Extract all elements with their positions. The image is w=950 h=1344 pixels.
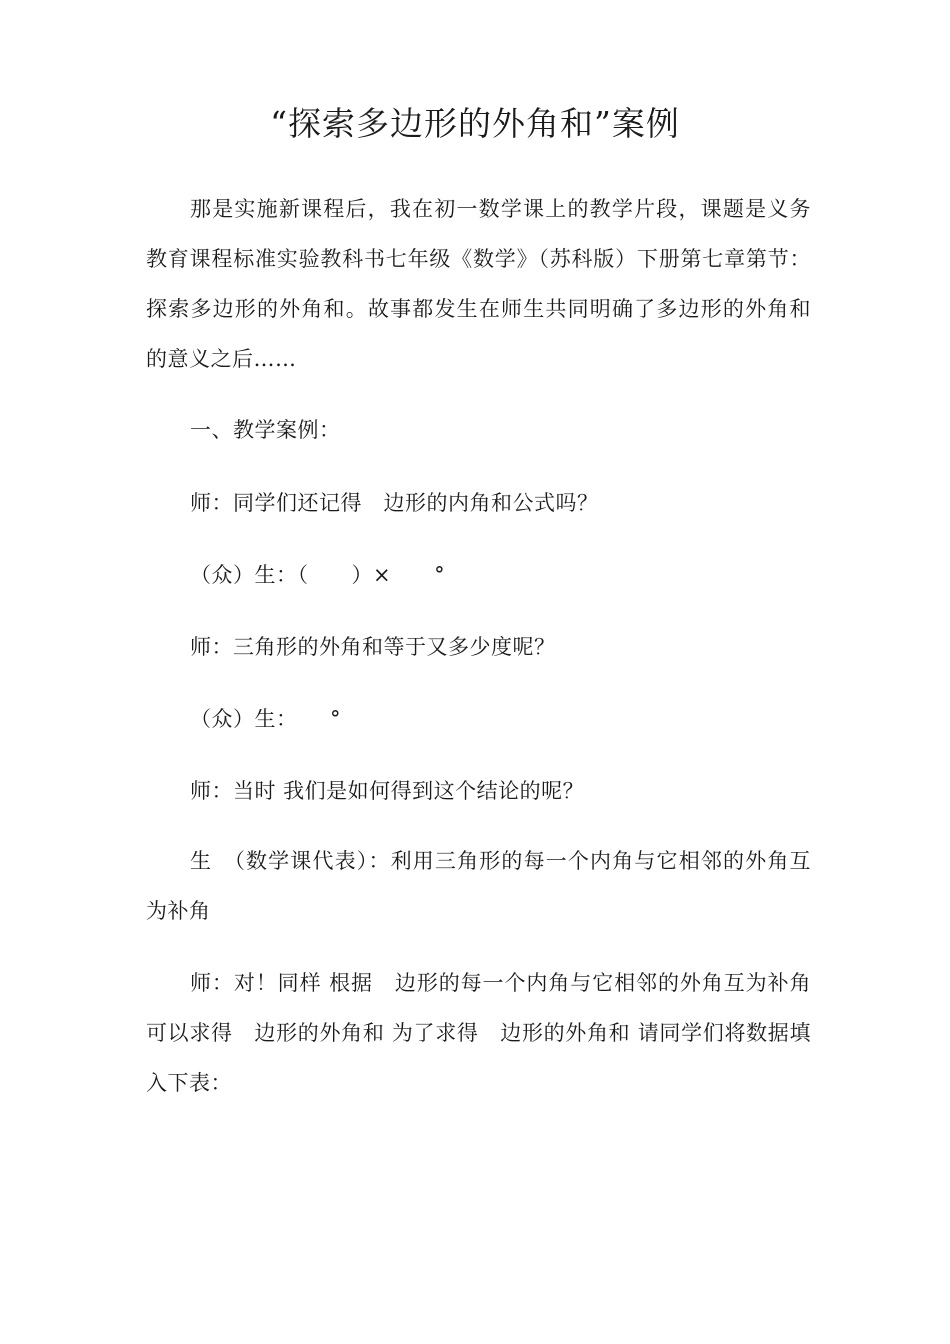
section-heading: 一、教学案例： [190,418,341,442]
dialogue-line-2: （众）生：（ ）× ° [190,563,446,587]
dialogue-line-5: 师：当时 我们是如何得到这个结论的呢？ [190,779,585,803]
dialogue-line-3: 师：三角形的外角和等于又多少度呢？ [190,635,556,659]
student-answer-paragraph: 生 （数学课代表）：利用三角形的每一个内角与它相邻的外角互为补角 [146,849,811,923]
teacher-closing-paragraph: 师：对！同样 根据 边形的每一个内角与它相邻的外角互为补角 可以求得 边形的外角和 为了求得 边形的外角和 请同学们将数据填入下表： [146,971,811,1095]
dialogue-line-4: （众）生： ° [190,707,341,731]
intro-paragraph: 那是实施新课程后，我在初一数学课上的教学片段，课题是义务教育课程标准实验教科书七年级《数学》（苏科版）下册第七章第节：探索多边形的外角和。故事都发生在师生共同明确了多边形的外角和的意义之后…… [146,197,811,371]
document-title: “探索多边形的外角和”案例 [270,104,680,143]
dialogue-line-1: 师：同学们还记得 边形的内角和公式吗？ [190,491,599,515]
